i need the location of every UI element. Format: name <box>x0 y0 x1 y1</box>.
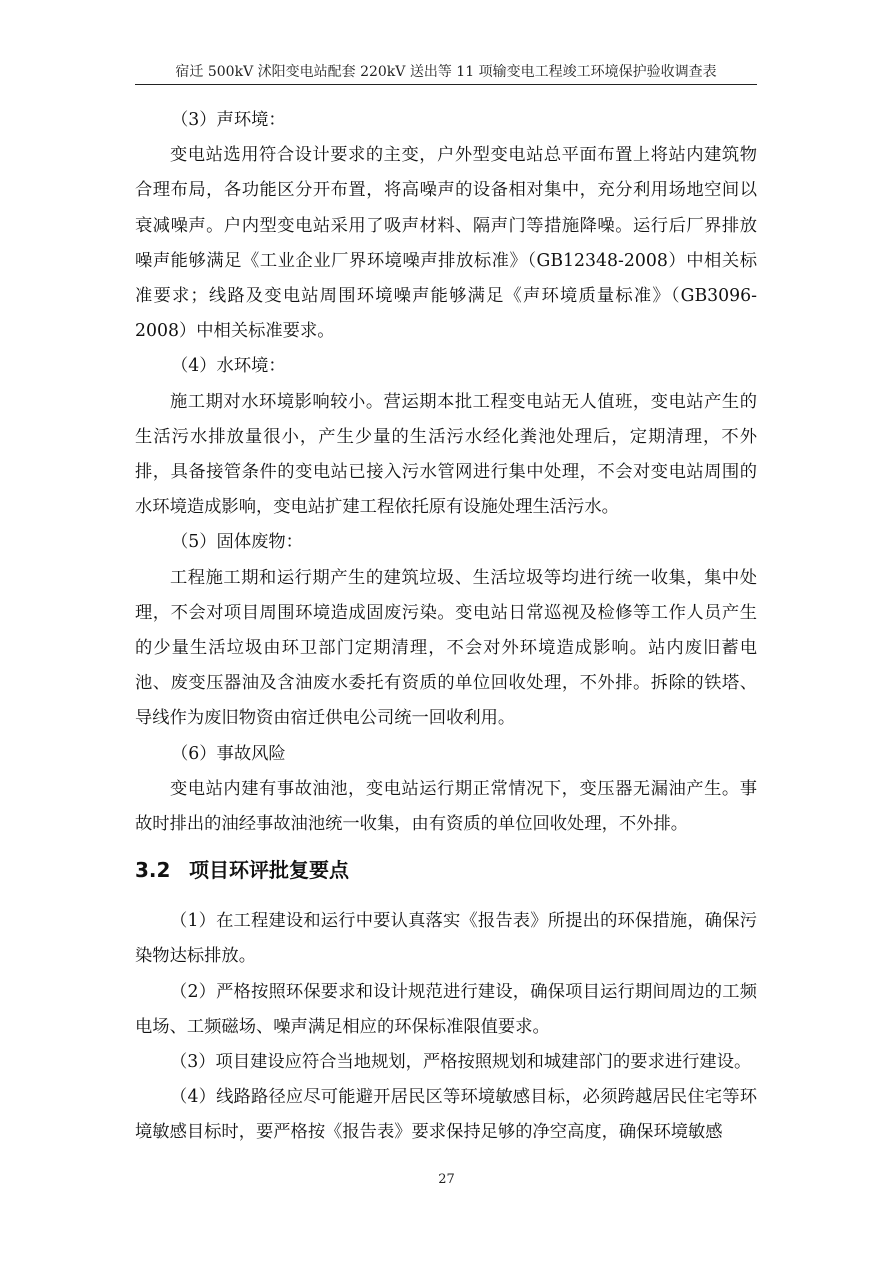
header-rule <box>135 84 757 85</box>
section-number: 3.2 <box>135 858 171 883</box>
document-body <box>135 103 757 1151</box>
approval-item-1: （1）在工程建设和运行中要认真落实《报告表》所提出的环保措施，确保污染物达标排放。 <box>135 911 757 967</box>
approval-item-3: （3）项目建设应符合当地规划，严格按照规划和城建部门的要求进行建设。 <box>170 1052 752 1073</box>
approval-item-2: （2）严格按照环保要求和设计规范进行建设，确保项目运行期间周边的工频电场、工频磁场、噪声满足相应的环保标准限值要求。 <box>135 981 757 1037</box>
water-heading: （4）水环境： <box>171 356 286 377</box>
solid-waste-paragraph: 工程施工期和运行期产生的建筑垃圾、生活垃圾等均进行统一收集，集中处理，不会对项目周围环境造成固废污染。变电站日常巡视及检修等工作人员产生的少量生活垃圾由环卫部门定期清理，不会对外环境造成影响。站内废旧蓄电池、废变压器油及含油废水委托有资质的单位回收处理，不外排。拆除的铁塔、导线作为废旧物资由宿迁供电公司统一回收利用。 <box>135 567 757 729</box>
accident-risk-paragraph: 变电站内建有事故油池，变电站运行期正常情况下，变压器无漏油产生。事故时排出的油经事故油池统一收集，由有资质的单位回收处理，不外排。 <box>135 778 757 835</box>
noise-paragraph: 变电站选用符合设计要求的主变，户外型变电站总平面布置上将站内建筑物合理布局，各功能区分开布置，将高噪声的设备相对集中，充分利用场地空间以衰减噪声。户内型变电站采用了吸声材料、隔声门等措施降噪。运行后厂界排放噪声能够满足《工业企业厂界环境噪声排放标准》（GB12348-2008）中相关标准要求；线路及变电站周围环境噪声能够满足《声环境质量标准》（GB3096-2008）中相关标准要求。 <box>135 145 757 342</box>
noise-heading: （3）声环境： <box>171 110 286 130</box>
accident-risk-heading: （6）事故风险 <box>171 743 286 764</box>
approval-item-4: （4）线路路径应尽可能避开居民区等环境敏感目标，必须跨越居民住宅等环境敏感目标时，要严格按《报告表》要求保持足够的净空高度，确保环境敏感 <box>135 1087 757 1143</box>
water-paragraph: 施工期对水环境影响较小。营运期本批工程变电站无人值班，变电站产生的生活污水排放量很小，产生少量的生活污水经化粪池处理后，定期清理，不外排，具备接管条件的变电站已接入污水管网进行集中处理，不会对变电站周围的水环境造成影响，变电站扩建工程依托原有设施处理生活污水。 <box>135 391 757 518</box>
section-title: 项目环评批复要点 <box>189 858 349 883</box>
running-header: 宿迁 500kV 沭阳变电站配套 220kV 送出等 11 项输变电工程竣工环境保护验收调查表 <box>175 64 717 80</box>
page-number: 27 <box>438 1172 455 1187</box>
solid-waste-heading: （5）固体废物： <box>171 532 303 553</box>
section-heading <box>135 856 757 884</box>
